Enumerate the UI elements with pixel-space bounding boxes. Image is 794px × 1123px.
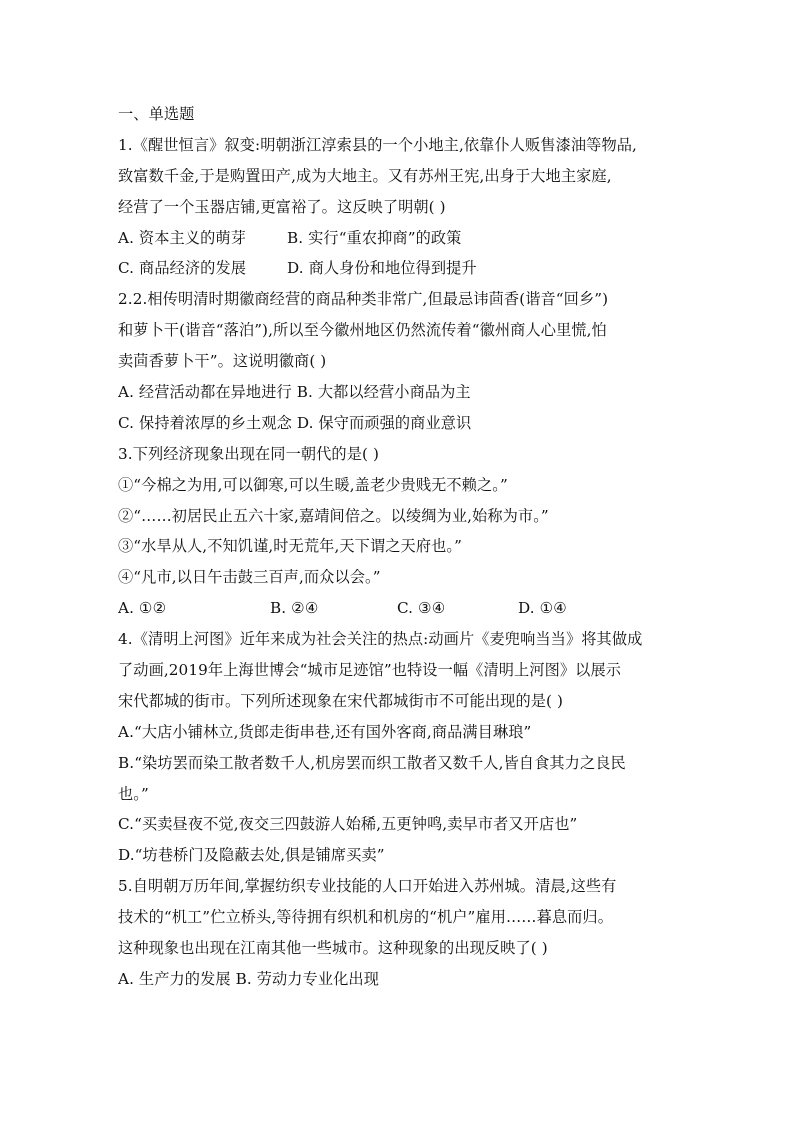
option-row: A. 经营活动都在异地进行 B. 大都以经营小商品为主 — [118, 383, 471, 402]
option-c: C. 商品经济的发展 — [118, 259, 247, 278]
option-c: C. ③④ — [397, 599, 446, 618]
question-text-line: 技术的“机工”伫立桥头,等待拥有织机和机房的“机户”雇用……暮息而归。 — [118, 908, 614, 927]
question-text-line: 致富数千金,于是购置田产,成为大地主。又有苏州王宪,出身于大地主家庭, — [118, 166, 612, 185]
question-2 — [118, 284, 680, 438]
option-line: B.“染坊罢而染工散者数千人,机房罢而织工散者又数千人,皆自食其力之良民 — [118, 753, 626, 772]
document-content — [118, 99, 680, 995]
option-b: B. 实行“重农抑商”的政策 — [287, 228, 462, 247]
option-row — [118, 253, 680, 284]
question-text-line: 4.《清明上河图》近年来成为社会关注的热点:动画片《麦兜响当当》将其做成 — [118, 630, 643, 649]
option-b: B. ②④ — [270, 599, 319, 618]
option-line: C.“买卖昼夜不觉,夜交三四鼓游人始稀,五更钟鸣,卖早市者又开店也” — [118, 815, 578, 834]
option-line: 也。” — [118, 784, 149, 803]
question-text-line: 经营了一个玉器店铺,更富裕了。这反映了明朝( ) — [118, 197, 446, 216]
option-a: A. ①② — [118, 599, 167, 618]
question-text-line: 5.自明朝万历年间,掌握纺织专业技能的人口开始进入苏州城。清晨,这些有 — [118, 877, 617, 896]
question-text-line: 这种现象也出现在江南其他一些城市。这种现象的出现反映了( ) — [118, 939, 548, 958]
option-line: A.“大店小铺林立,货郎走街串巷,还有国外客商,商品满目琳琅” — [118, 722, 532, 741]
question-text-line: 和萝卜干(谐音“落泊”),所以至今徽州地区仍然流传着“徽州商人心里慌,怕 — [118, 321, 607, 340]
quote-line: ①“今棉之为用,可以御寒,可以生暖,盖老少贵贱无不赖之。” — [118, 475, 508, 494]
question-1 — [118, 130, 680, 284]
question-5 — [118, 871, 680, 995]
question-text-line: 3.下列经济现象出现在同一朝代的是( ) — [118, 444, 379, 463]
question-3 — [118, 439, 680, 624]
question-text-line: 1.《醒世恒言》叙变:明朝浙江淳索县的一个小地主,依靠仆人贩售漆油等物品, — [118, 135, 637, 154]
option-row — [118, 223, 680, 254]
quote-line: ④“凡市,以日午击鼓三百声,而众以会。” — [118, 568, 381, 587]
question-text-line: 了动画,2019年上海世博会“城市足迹馆”也特设一幅《清明上河图》以展示 — [118, 661, 622, 680]
quote-line: ②“……初居民止五六十家,嘉靖间倍之。以绫绸为业,始称为市。” — [118, 506, 549, 525]
option-line: D.“坊巷桥门及隐蔽去处,俱是铺席买卖” — [118, 846, 385, 865]
question-4 — [118, 624, 680, 871]
question-text-line: 宋代都城的街市。下列所述现象在宋代都城街市不可能出现的是( ) — [118, 691, 564, 710]
option-row: C. 保持着浓厚的乡土观念 D. 保守而顽强的商业意识 — [118, 413, 472, 432]
option-row: A. 生产力的发展 B. 劳动力专业化出现 — [118, 969, 379, 988]
question-text-line: 卖茴香萝卜干”。这说明徽商( ) — [118, 352, 327, 371]
section-title: 一、单选题 — [118, 105, 195, 123]
question-text-line: 2.2.相传明清时期徽商经营的商品种类非常广,但最忌讳茴香(谐音“回乡”) — [118, 290, 609, 309]
quote-line: ③“水旱从人,不知饥谨,时无荒年,天下谓之天府也。” — [118, 537, 462, 556]
option-d: D. 商人身份和地位得到提升 — [287, 259, 477, 278]
option-d: D. ①④ — [518, 599, 568, 618]
option-row — [118, 593, 680, 624]
option-a: A. 资本主义的萌芽 — [118, 228, 246, 247]
